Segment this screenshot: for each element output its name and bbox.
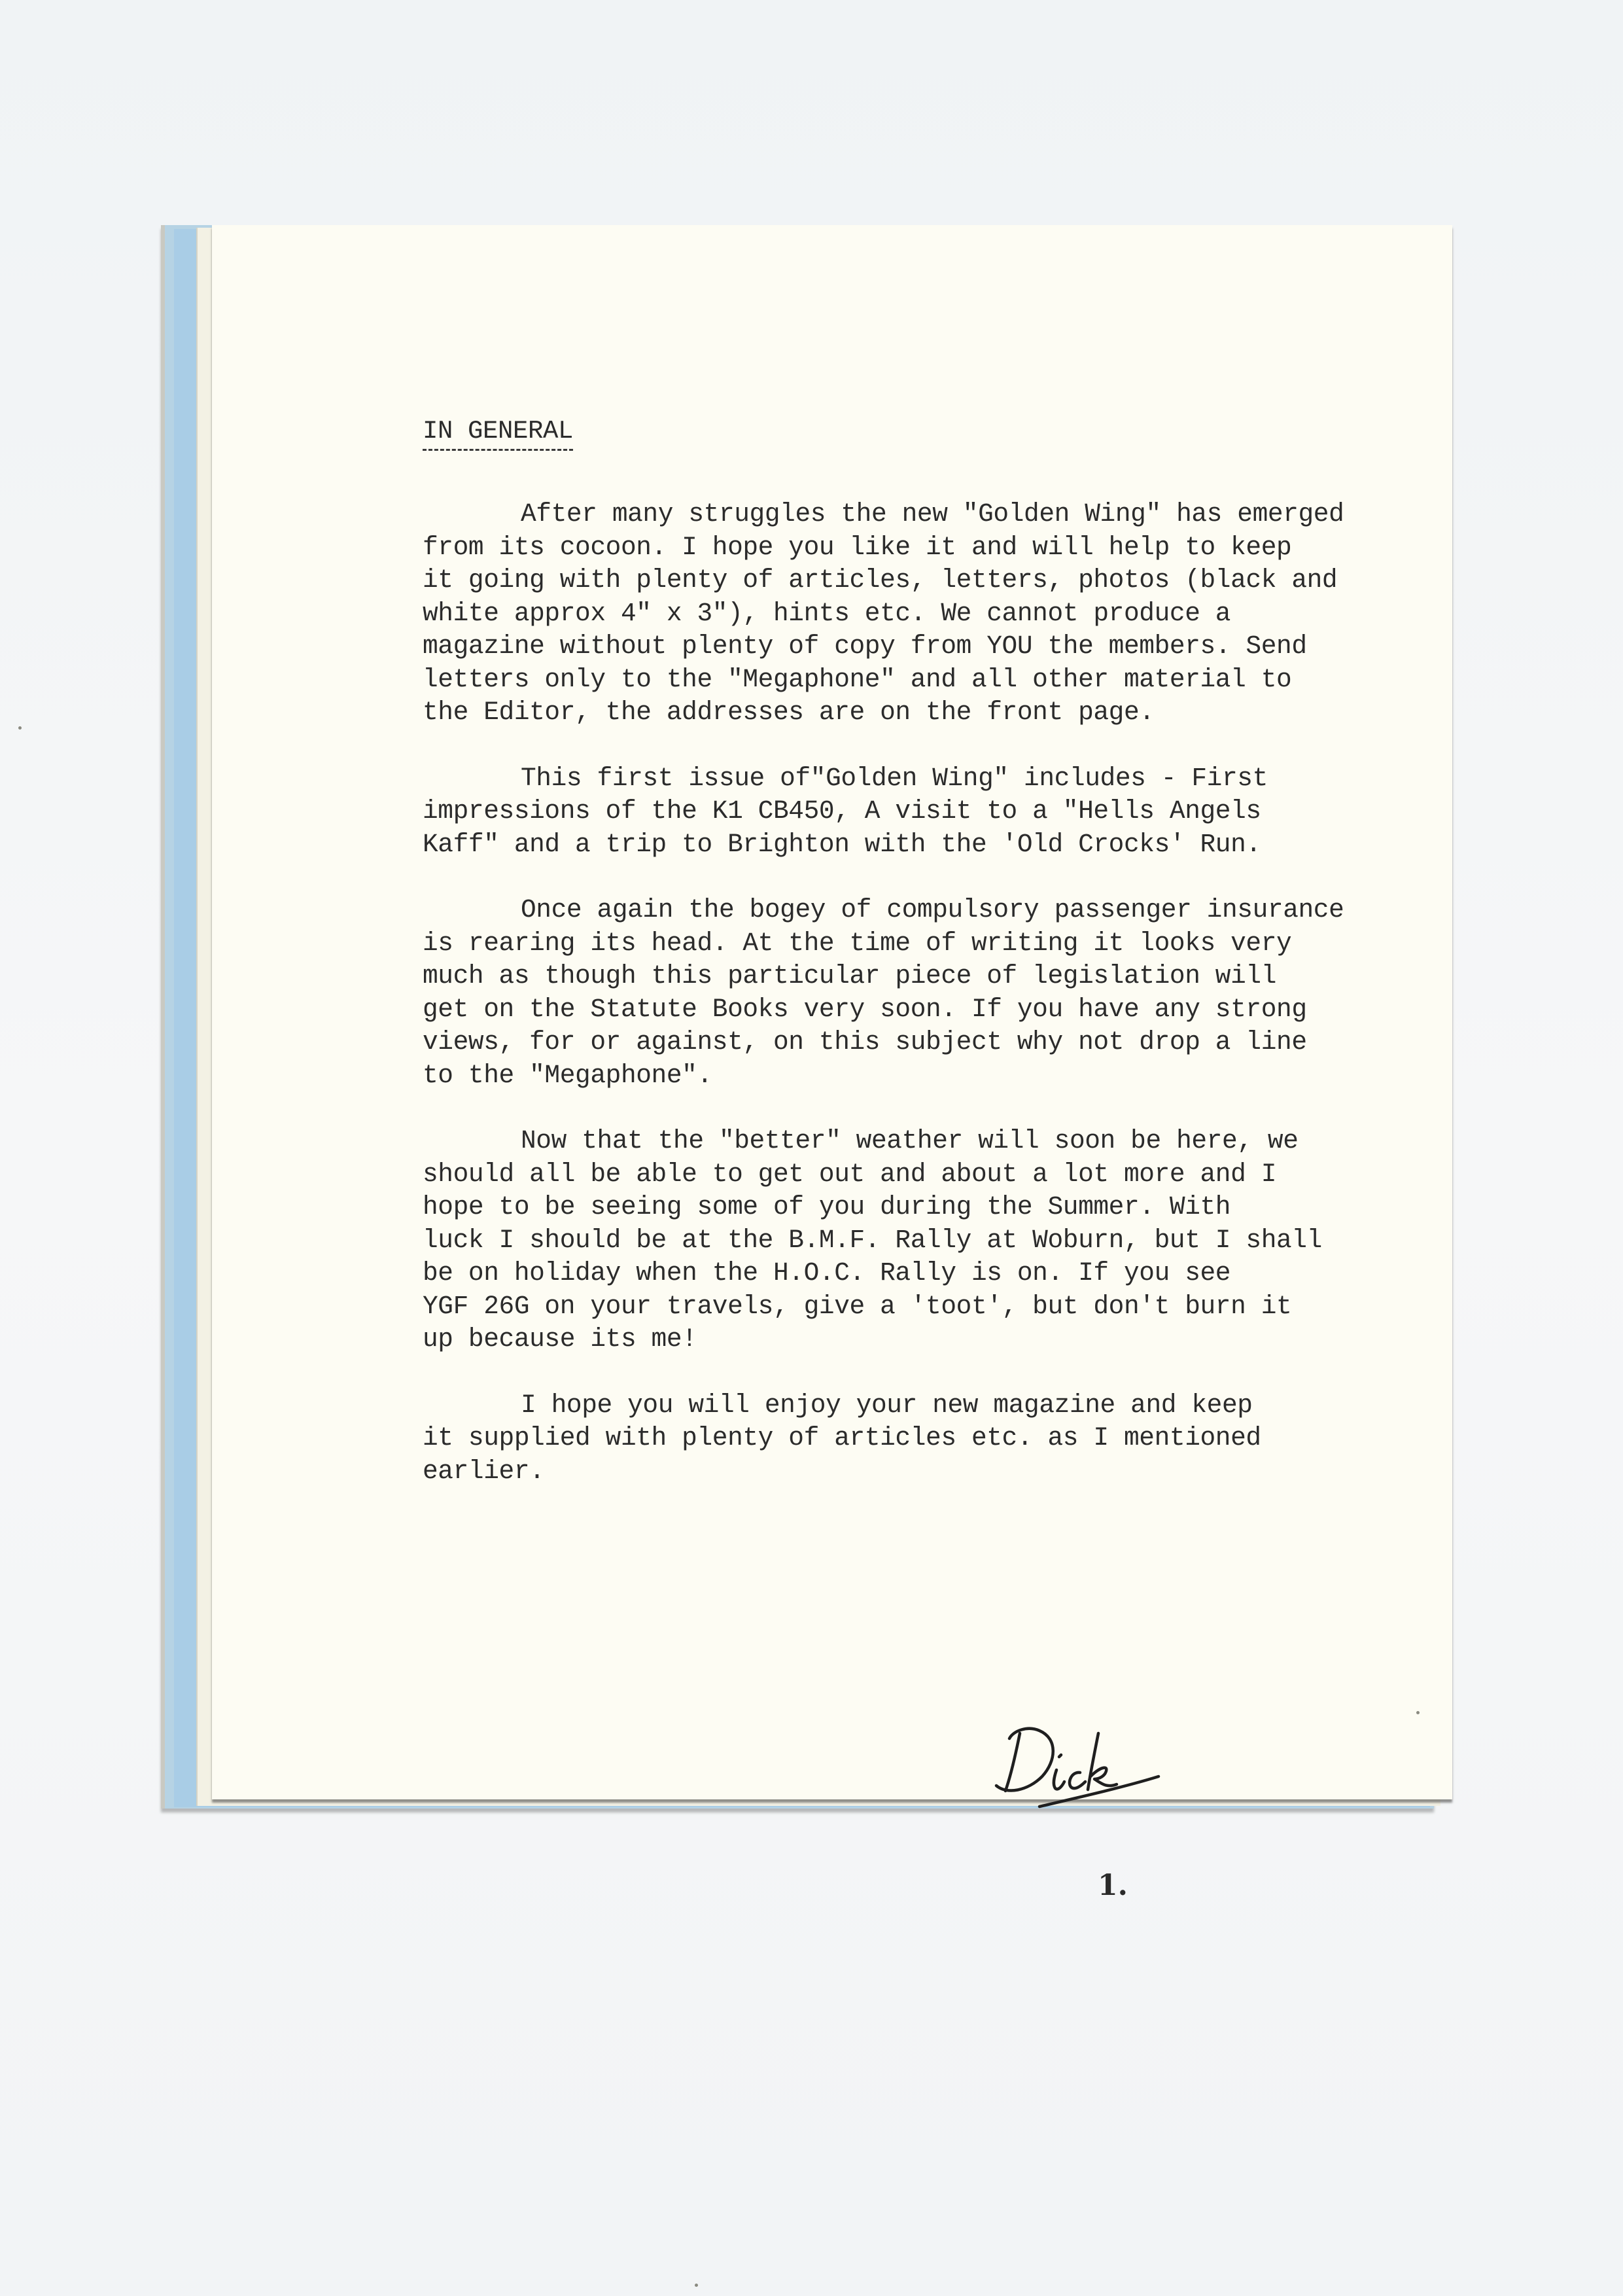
paragraph-2: This first issue of"Golden Wing" includes - First impressions of the K1 CB450, A visit to a "Hells Angels Kaff" and a trip to Brighton with the 'Old Crocks' Run.	[423, 763, 1268, 859]
paragraph-4: Now that the "better" weather will soon be here, we should all be able to get out and about a lot more and I hope to be seeing some of you during the Summer. With luck I should be at the B.M.F. Rally at Woburn, but I shall be on holiday when the H.O.C. Rally is on. If you see YGF 26G on your travels, give a 'toot', but don't burn it up because its me!	[423, 1126, 1322, 1354]
paragraph-1: After many struggles the new "Golden Wing" has emerged from its cocoon. I hope you like it and will help to keep it going with plenty of articles, letters, photos (black and white approx 4" x 3"), hints etc. We cannot produce a magazine without plenty of copy from YOU the members. Send letters only to the "Megaphone" and all other material to the Editor, the addresses are on the front page.	[423, 499, 1344, 727]
magazine-page	[212, 225, 1452, 1902]
scan-speck	[695, 2284, 698, 2287]
scan-speck	[18, 726, 22, 730]
handwritten-signature	[994, 1714, 1164, 1812]
paragraph-3: Once again the bogey of compulsory passenger insurance is rearing its head. At the time of writing it looks very much as though this particular piece of legislation will get on the Statute Books very soon. If you have any strong views, for or against, on this subject why not drop a line to the "Megaphone".	[423, 895, 1344, 1090]
page-number: 1.	[1098, 1869, 1128, 1902]
scan-speck	[1416, 1711, 1420, 1714]
paragraph-5: I hope you will enjoy your new magazine and keep it supplied with plenty of articles etc. as I mentioned earlier.	[423, 1390, 1261, 1486]
article-heading: IN GENERAL	[423, 415, 573, 451]
article-body	[423, 415, 1443, 1488]
